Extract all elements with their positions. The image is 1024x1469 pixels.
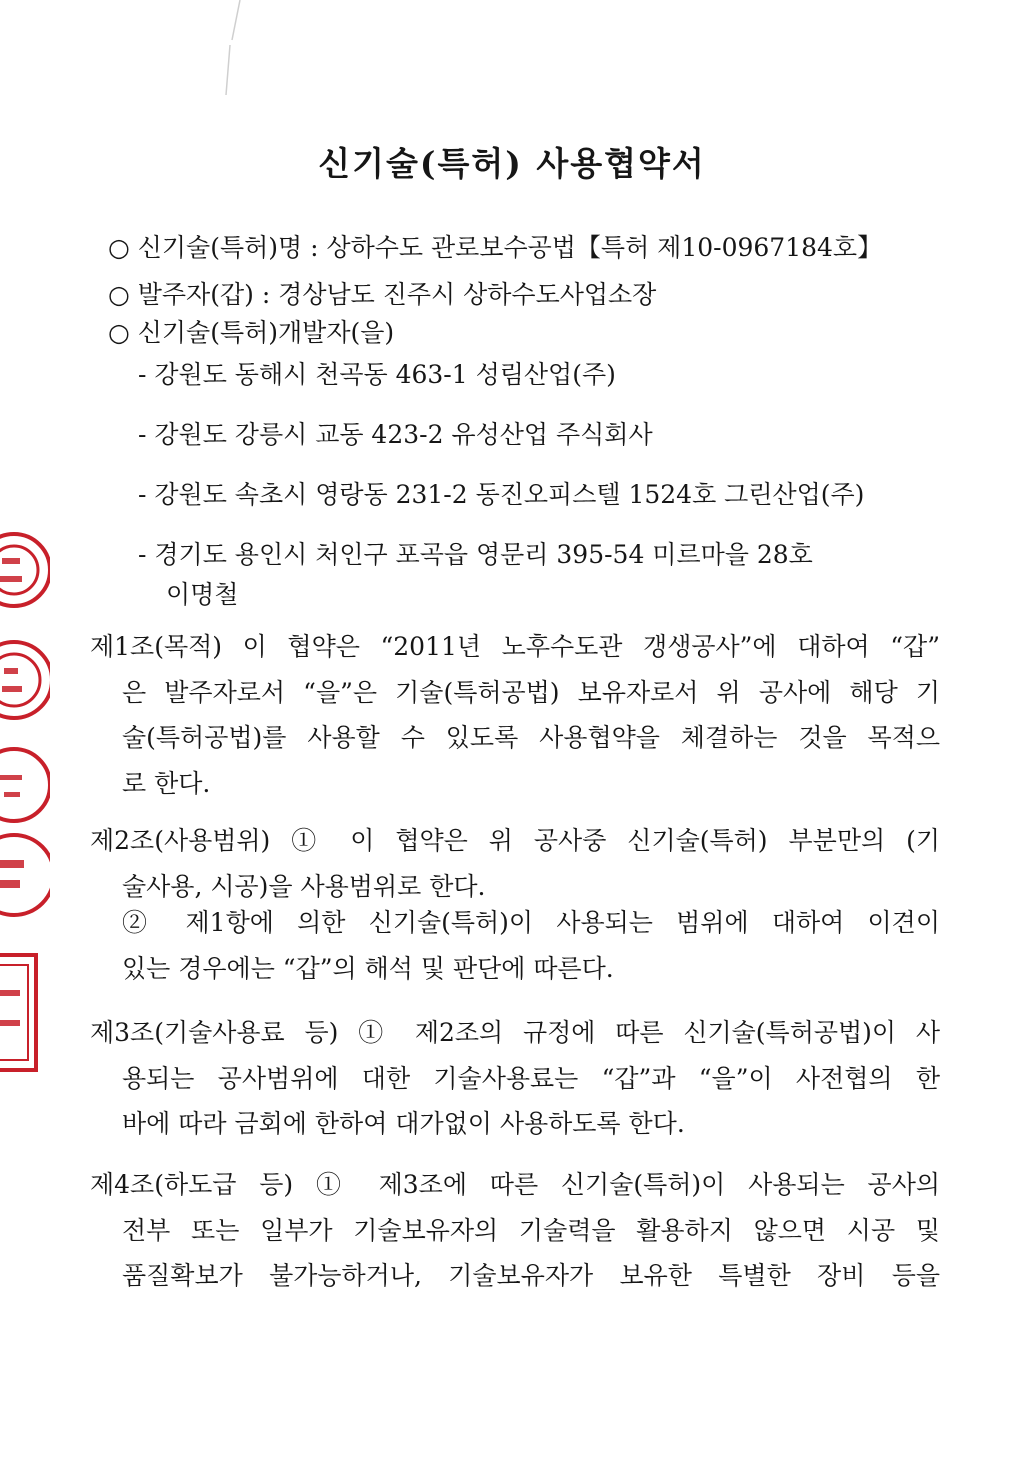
article-2 <box>90 818 940 909</box>
developer-label: ○ 신기술(특허)개발자(을) <box>108 318 395 347</box>
article-3-line-2: 용되는 공사범위에 대한 기술사용료는 “갑”과 “을”이 사전협의 한 <box>122 1063 940 1093</box>
developer-address-1: - 강원도 동해시 천곡동 463-1 성림산업(주) <box>138 360 616 389</box>
article-4-line-3: 품질확보가 불가능하거나, 기술보유자가 보유한 특별한 장비 등을 <box>122 1261 940 1290</box>
developer-person: 이명철 <box>166 580 239 609</box>
seal-stamps <box>0 520 50 1080</box>
scan-smudge-top <box>180 0 260 100</box>
article-3-line-3: 바에 따라 금회에 한하여 대가없이 사용하도록 한다. <box>122 1109 685 1138</box>
article-1-line-1: 제1조(목적) 이 협약은 “2011년 노후수도관 갱생공사”에 대하여 “갑” <box>90 632 940 661</box>
article-2-clause-2-line-2: 있는 경우에는 “갑”의 해석 및 판단에 따른다. <box>122 953 614 983</box>
article-4 <box>90 1162 940 1299</box>
article-4-line-1: 제4조(하도급 등) ① 제3조에 따른 신기술(특허)이 사용되는 공사의 <box>90 1170 940 1199</box>
developer-address-3: - 강원도 속초시 영랑동 231-2 동진오피스텔 1524호 그린산업(주) <box>138 480 865 509</box>
article-4-line-2: 전부 또는 일부가 기술보유자의 기술력을 활용하지 않으면 시공 및 <box>122 1215 940 1245</box>
tech-name-line: ○ 신기술(특허)명 : 상하수도 관로보수공법【특허 제10-0967184호】 <box>108 233 883 262</box>
article-1-line-4: 로 한다. <box>122 768 211 798</box>
developer-address-4: - 경기도 용인시 처인구 포곡읍 영문리 395-54 미르마을 28호 <box>138 540 813 569</box>
document-title: 신기술(특허) 사용협약서 <box>318 144 706 183</box>
article-1-line-3: 술(특허공법)를 사용할 수 있도록 사용협약을 체결하는 것을 목적으 <box>122 723 940 752</box>
article-2-line-2: 술사용, 시공)을 사용범위로 한다. <box>122 871 486 901</box>
article-2-line-1: 제2조(사용범위) ① 이 협약은 위 공사중 신기술(특허) 부분만의 (기 <box>90 826 940 855</box>
article-3 <box>90 1010 940 1147</box>
article-1 <box>90 624 940 806</box>
client-line: ○ 발주자(갑) : 경상남도 진주시 상하수도사업소장 <box>108 280 657 309</box>
article-3-line-1: 제3조(기술사용료 등) ① 제2조의 규정에 따른 신기술(특허공법)이 사 <box>90 1018 940 1047</box>
article-2-clause-2-line-1: ② 제1항에 의한 신기술(특허)이 사용되는 범위에 대하여 이견이 <box>122 908 940 937</box>
article-1-line-2: 은 발주자로서 “을”은 기술(특허공법) 보유자로서 위 공사에 해당 기 <box>122 677 940 707</box>
developer-address-2: - 강원도 강릉시 교동 423-2 유성산업 주식회사 <box>138 420 653 449</box>
article-2-clause-2 <box>122 900 940 991</box>
